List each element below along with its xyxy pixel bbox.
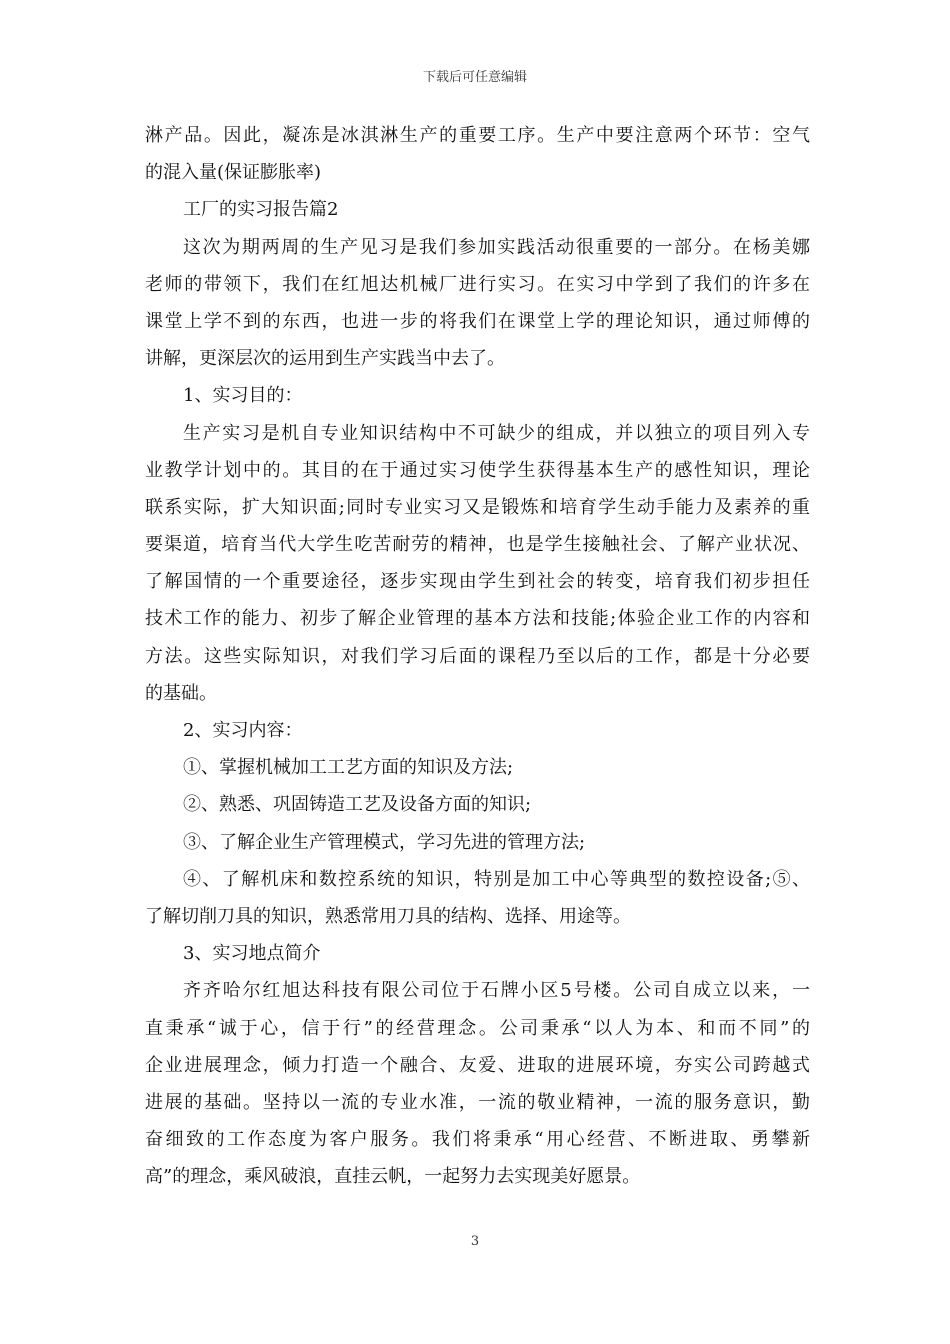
text-line: 技术工作的能力、初步了解企业管理的基本方法和技能;体验企业工作的内容和 [145, 608, 810, 630]
text-line: 企业进展理念，倾力打造一个融合、友爱、进取的进展环境，夯实公司跨越式 [145, 1054, 810, 1076]
text-line: 方法。这些实际知识，对我们学习后面的课程乃至以后的工作，都是十分必要 [145, 645, 810, 667]
text-line: 奋细致的工作态度为客户服务。我们将秉承“用心经营、不断进取、勇攀新 [145, 1129, 810, 1151]
list-item: ①、掌握机械加工工艺方面的知识及方法; [183, 757, 514, 779]
text-line: 的混入量(保证膨胀率) [145, 162, 322, 184]
text-line: 联系实际，扩大知识面;同时专业实习又是锻炼和培育学生动手能力及素养的重 [145, 496, 810, 518]
text-line: 了解国情的一个重要途径，逐步实现由学生到社会的转变，培育我们初步担任 [145, 571, 810, 593]
text-line: 课堂上学不到的东西，也进一步的将我们在课堂上学的理论知识，通过师傅的 [145, 310, 810, 332]
section-heading: 1、实习目的： [183, 385, 303, 407]
text-line: 淋产品。因此，凝冻是冰淇淋生产的重要工序。生产中要注意两个环节：空气 [145, 125, 810, 146]
text-line: 老师的带领下，我们在红旭达机械厂进行实习。在实习中学到了我们的许多在 [145, 273, 810, 295]
document-body [145, 117, 810, 1195]
section-title: 工厂的实习报告篇2 [183, 199, 339, 221]
text-line: 的基础。 [145, 682, 217, 704]
text-line: 讲解，更深层次的运用到生产实践当中去了。 [145, 348, 505, 370]
text-line: 业教学计划中的。其目的在于通过实习使学生获得基本生产的感性知识，理论 [145, 459, 810, 481]
list-item: 了解切削刀具的知识，熟悉常用刀具的结构、选择、用途等。 [145, 905, 631, 927]
text-line: 高”的理念，乘风破浪，直挂云帆，一起努力去实现美好愿景。 [145, 1166, 641, 1188]
text-line: 直秉承“诚于心，信于行”的经营理念。公司秉承“以人为本、和而不同”的 [145, 1017, 810, 1039]
text-line: 齐齐哈尔红旭达科技有限公司位于石牌小区5号楼。公司自成立以来，一 [183, 980, 810, 1002]
page-header: 下载后可任意编辑 [422, 70, 527, 85]
list-item: ④、了解机床和数控系统的知识，特别是加工中心等典型的数控设备;⑤、 [183, 868, 810, 890]
list-item: ②、熟悉、巩固铸造工艺及设备方面的知识; [183, 794, 532, 816]
text-line: 进展的基础。坚持以一流的专业水准，一流的敬业精神，一流的服务意识，勤 [145, 1091, 810, 1113]
section-heading: 3、实习地点简介 [183, 943, 321, 965]
text-line: 这次为期两周的生产见习是我们参加实践活动很重要的一部分。在杨美娜 [183, 236, 810, 258]
text-line: 生产实习是机自专业知识结构中不可缺少的组成，并以独立的项目列入专 [183, 422, 810, 444]
text-line: 要渠道，培育当代大学生吃苦耐劳的精神，也是学生接触社会、了解产业状况、 [145, 534, 810, 556]
page-number: 3 [470, 1234, 480, 1249]
list-item: ③、了解企业生产管理模式，学习先进的管理方法; [183, 831, 586, 853]
section-heading: 2、实习内容： [183, 720, 303, 741]
